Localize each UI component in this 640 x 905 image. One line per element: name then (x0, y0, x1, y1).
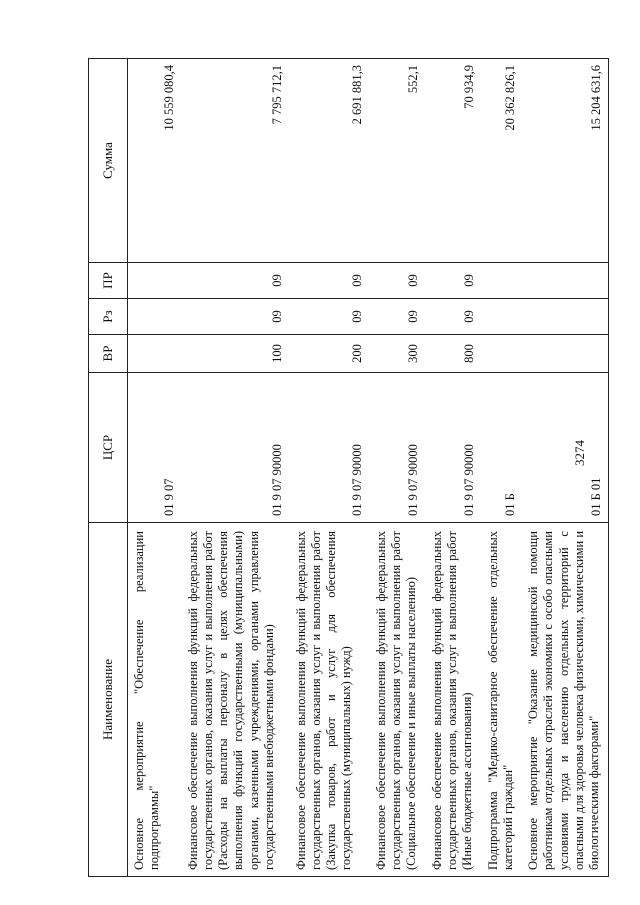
header-vr: ВР (89, 335, 128, 373)
row-sum: 15 204 631,6 (522, 59, 609, 263)
row-name: Основное мероприятие "Оказание медицинской помощи работникам отдельных отраслей экономики с особо опасными условиями труда и населению отдельных территорий с опасными для здоровья человека физическими, химическими и биологическими факторами" (522, 523, 609, 877)
row-pr: 09 (182, 263, 290, 299)
row-csr: 01 9 07 90000 (426, 373, 482, 523)
budget-table (88, 58, 609, 877)
row-name: Подпрограмма "Медико-санитарное обеспечение отдельных категорий граждан" (482, 523, 523, 877)
row-rz (482, 299, 523, 335)
row-name: Финансовое обеспечение выполнения функций федеральных государственных органов, оказания услуг и выполнения работ (Расходы на выплаты персоналу в целях обеспечения выполнения функций государственными (муниципальными) органами, казенными учреждениями, органами управления государственными внебюджетными фондами) (182, 523, 290, 877)
page-number: 3274 (572, 440, 587, 466)
row-sum: 20 362 826,1 (482, 59, 523, 263)
row-name: Финансовое обеспечение выполнения функций федеральных государственных органов, оказания услуг и выполнения работ (Закупка товаров, работ и услуг для обеспечения государственных (муниципальных) нужд) (290, 523, 370, 877)
row-pr (522, 263, 609, 299)
row-rz: 09 (426, 299, 482, 335)
row-pr: 09 (370, 263, 426, 299)
row-vr: 800 (426, 335, 482, 373)
row-rz: 09 (290, 299, 370, 335)
row-vr: 100 (182, 335, 290, 373)
row-pr (128, 263, 182, 299)
row-csr: 01 9 07 90000 (370, 373, 426, 523)
row-vr: 200 (290, 335, 370, 373)
table-row (128, 59, 182, 877)
header-name: Наименование (89, 523, 128, 877)
table-row (290, 59, 370, 877)
header-rz: Рз (89, 299, 128, 335)
header-csr: ЦСР (89, 373, 128, 523)
row-vr (128, 335, 182, 373)
row-sum: 70 934,9 (426, 59, 482, 263)
row-pr: 09 (290, 263, 370, 299)
table-row (482, 59, 523, 877)
row-vr: 300 (370, 335, 426, 373)
row-csr: 01 Б 01 (522, 373, 609, 523)
row-rz (522, 299, 609, 335)
row-csr: 01 9 07 90000 (290, 373, 370, 523)
header-sum: Сумма (89, 59, 128, 263)
row-rz (128, 299, 182, 335)
row-pr (482, 263, 523, 299)
header-pr: ПР (89, 263, 128, 299)
row-sum: 10 559 080,4 (128, 59, 182, 263)
row-name: Финансовое обеспечение выполнения функций федеральных государственных органов, оказания услуг и выполнения работ (Иные бюджетные ассигнования) (426, 523, 482, 877)
table-row (522, 59, 609, 877)
row-rz: 09 (182, 299, 290, 335)
row-name: Финансовое обеспечение выполнения функций федеральных государственных органов, оказания услуг и выполнения работ (Социальное обеспечение и иные выплаты населению) (370, 523, 426, 877)
table-header-row (89, 59, 128, 877)
table-row (426, 59, 482, 877)
row-vr (522, 335, 609, 373)
row-name: Основное мероприятие "Обеспечение реализации подпрограммы" (128, 523, 182, 877)
row-vr (482, 335, 523, 373)
table-row (370, 59, 426, 877)
row-sum: 7 795 712,1 (182, 59, 290, 263)
row-csr: 01 9 07 90000 (182, 373, 290, 523)
row-sum: 552,1 (370, 59, 426, 263)
row-rz: 09 (370, 299, 426, 335)
row-csr: 01 9 07 (128, 373, 182, 523)
row-pr: 09 (426, 263, 482, 299)
row-sum: 2 691 881,3 (290, 59, 370, 263)
row-csr: 01 Б (482, 373, 523, 523)
table-row (182, 59, 290, 877)
